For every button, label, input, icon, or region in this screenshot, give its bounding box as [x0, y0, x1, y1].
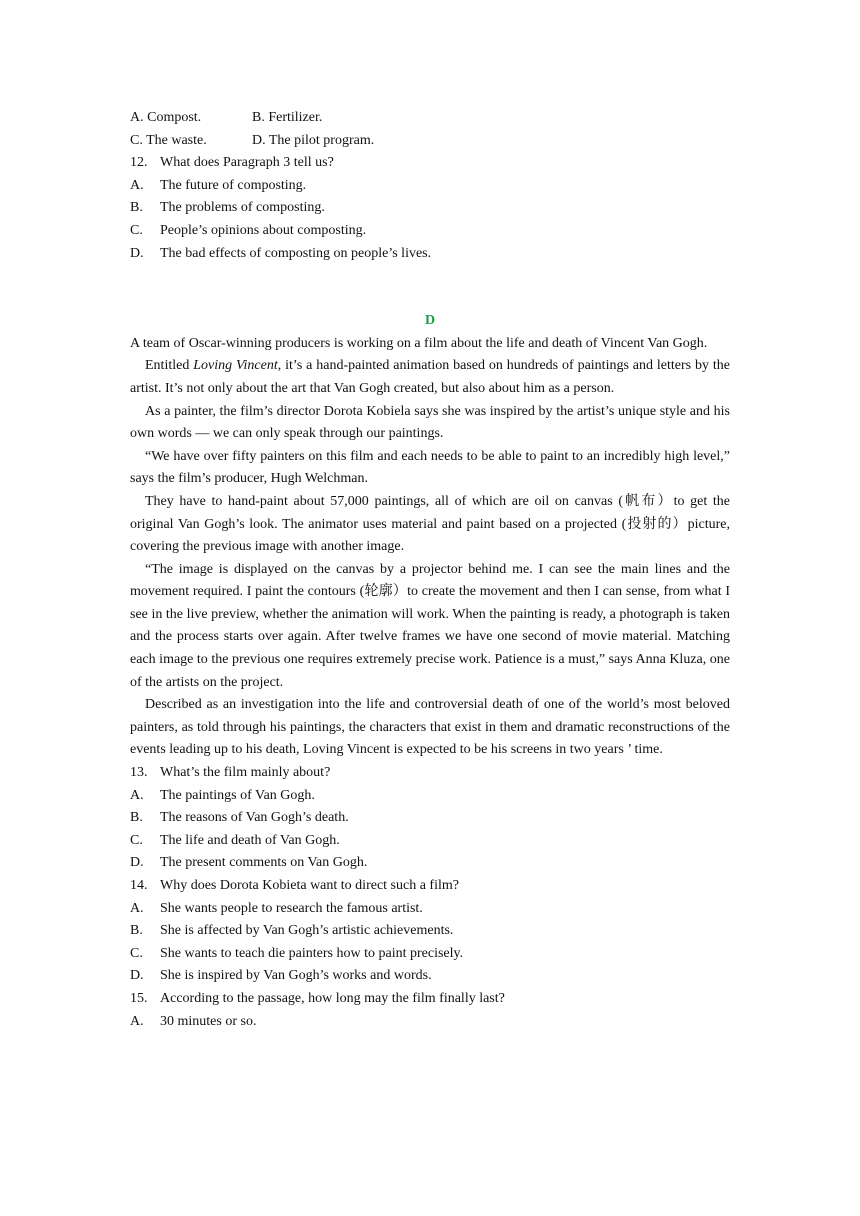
option-letter: A. [130, 900, 144, 916]
option-text: People’s opinions about composting. [160, 222, 367, 238]
section-gap [130, 265, 730, 310]
question-text: What does Paragraph 3 tell us? [160, 155, 334, 171]
question-number: 12. [130, 155, 148, 171]
option-line [130, 898, 730, 921]
option-line [130, 175, 730, 198]
question-number: 13. [130, 765, 148, 781]
question-text: What’s the film mainly about? [160, 765, 331, 781]
option-line [130, 1011, 730, 1034]
question-14 [130, 875, 730, 898]
option-text: She wants people to research the famous artist. [160, 900, 423, 916]
option-letter: B. [130, 200, 143, 216]
paragraph-7: Described as an investigation into the life and controversial death of one of the world’s most beloved painters, as told through his paintings, the characters that exist in them and dramatic reconstructions of the events leading up to his death, Loving Vincent is expected to be his screens in two years ’ time. [130, 697, 730, 758]
option-line [130, 965, 730, 988]
question-number: 14. [130, 878, 148, 893]
question-number: 15. [130, 990, 148, 1006]
option-text: The future of composting. [160, 177, 307, 193]
paragraph-3: As a painter, the film’s director Dorota Kobiela says she was inspired by the artist’s unique style and his own words — we can only speak through our paintings. [130, 403, 730, 442]
option-letter: D. [130, 855, 144, 871]
option-letter: B. [130, 810, 143, 826]
paragraph-2 [130, 355, 730, 400]
option-line [130, 807, 730, 830]
question-13 [130, 762, 730, 785]
option-text: The present comments on Van Gogh. [160, 855, 368, 871]
option-line [130, 830, 730, 853]
option-letter: C. [130, 222, 143, 238]
option-c: C. The waste. [130, 132, 207, 148]
section-heading: D [424, 313, 436, 329]
option-text: The paintings of Van Gogh. [160, 787, 315, 803]
option-letter: C. [130, 945, 143, 961]
paragraph-6: “The image is displayed on the canvas by a projector behind me. I can see the main lines and the movement required. I paint the contours (轮廓）to create the movement and then I can sense, from what I see in the live preview, whether the animation will work. When the painting is ready, a photograph is taken and the process starts over again. After twelve frames we have one second of movie material. Matching each image to the previous one requires extremely precise work. Patience is a must,” says Anna Kluza, one of the artists on the project. [130, 561, 730, 690]
option-letter: A. [130, 1013, 144, 1029]
option-a: A. Compost. [130, 110, 202, 125]
option-d: D. The pilot program. [252, 132, 375, 148]
paragraph-4: “We have over fifty painters on this film and each needs to be able to paint to an incredibly high level,” says the film’s producer, Hugh Welchman. [130, 448, 730, 487]
option-text: She is affected by Van Gogh’s artistic achievements. [160, 923, 454, 939]
document-page [130, 107, 730, 1033]
paragraph-text: Entitled [145, 358, 194, 374]
option-letter: A. [130, 787, 144, 803]
question-text: Why does Dorota Kobieta want to direct such a film? [160, 878, 459, 893]
option-text: The bad effects of composting on people’s lives. [160, 245, 432, 261]
option-letter: D. [130, 245, 144, 261]
film-title: Loving Vincent [193, 358, 278, 374]
option-line [130, 920, 730, 943]
option-line [130, 220, 730, 243]
option-row [130, 130, 730, 153]
option-line [130, 197, 730, 220]
option-text: The problems of composting. [160, 200, 325, 216]
option-row [130, 107, 730, 130]
option-text: She is inspired by Van Gogh’s works and words. [160, 968, 432, 984]
option-text: The reasons of Van Gogh’s death. [160, 810, 349, 826]
paragraph-1: A team of Oscar-winning producers is working on a film about the life and death of Vincent Van Gogh. [130, 335, 708, 351]
option-line [130, 785, 730, 808]
question-text: According to the passage, how long may the film finally last? [160, 990, 505, 1006]
option-letter: B. [130, 923, 143, 939]
option-text: 30 minutes or so. [160, 1013, 257, 1029]
option-text: The life and death of Van Gogh. [160, 832, 340, 848]
option-b: B. Fertilizer. [252, 110, 323, 125]
paragraph-5: They have to hand-paint about 57,000 paintings, all of which are oil on canvas (帆布）to get the original Van Gogh’s look. The animator uses material and paint based on a projected (投射的）picture, covering the previous image with another image. [130, 493, 730, 555]
option-line [130, 943, 730, 966]
option-line [130, 852, 730, 875]
option-letter: C. [130, 832, 143, 848]
question-15 [130, 988, 730, 1011]
option-letter: A. [130, 177, 144, 193]
option-letter: D. [130, 968, 144, 984]
option-text: She wants to teach die painters how to paint precisely. [160, 945, 464, 961]
question-12 [130, 152, 730, 175]
option-line [130, 243, 730, 266]
paragraph-text: , it’s a hand-painted animation based on hundreds of paintings and letters by the artist. It’s not only about the art that Van Gogh created, but also about him as a person. [130, 358, 731, 396]
